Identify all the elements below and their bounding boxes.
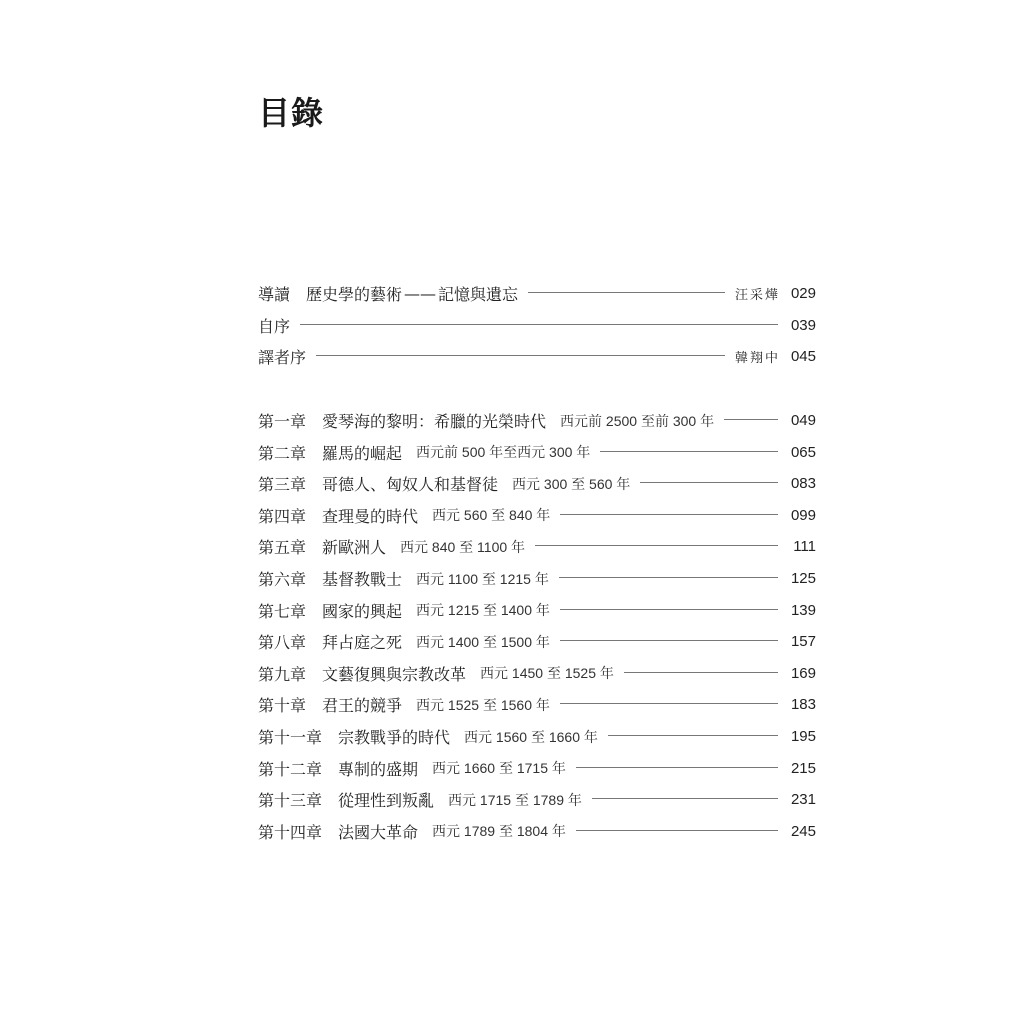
page-number: 049	[790, 412, 816, 430]
chapter-title: 愛琴海的黎明：希臘的光榮時代	[322, 412, 547, 432]
chapter-period: 西元前 500 年至西元 300 年	[416, 444, 591, 461]
page-number: 045	[790, 348, 816, 366]
toc-entry-chapter-8[interactable]	[258, 626, 816, 658]
chapter-title: 羅馬的崛起	[322, 443, 403, 463]
chapter-period: 西元 300 至 560 年	[512, 475, 631, 492]
leader-line	[640, 482, 778, 483]
entry-dash: ——	[404, 284, 437, 304]
page-number: 029	[790, 285, 816, 303]
chapter-number: 第十章	[258, 696, 307, 716]
leader-line	[316, 355, 725, 356]
entry-title: 歷史學的藝術	[306, 285, 403, 305]
toc-entry-chapter-14[interactable]	[258, 816, 816, 848]
chapter-number: 第十三章	[258, 791, 323, 811]
chapter-title: 基督教戰士	[322, 570, 403, 590]
leader-line	[560, 703, 778, 704]
toc-entry-chapter-13[interactable]	[258, 784, 816, 816]
chapter-number: 第八章	[258, 633, 307, 653]
leader-line	[624, 672, 778, 673]
toc-entry-chapter-6[interactable]	[258, 563, 816, 595]
chapter-title: 文藝復興與宗教改革	[322, 664, 467, 684]
leader-line	[576, 830, 778, 831]
leader-line	[560, 640, 778, 641]
page-number: 099	[790, 506, 816, 524]
toc-entry-chapter-2[interactable]	[258, 436, 816, 468]
chapter-number: 第十四章	[258, 822, 323, 842]
leader-line	[535, 545, 778, 546]
leader-line	[559, 577, 778, 578]
page-number: 169	[790, 664, 816, 682]
chapter-period: 西元前 2500 至前 300 年	[560, 412, 715, 429]
toc-entry-preface[interactable]	[258, 310, 816, 342]
chapter-period: 西元 1660 至 1715 年	[432, 760, 566, 777]
entry-label: 導讀	[258, 285, 291, 305]
leader-line	[528, 292, 725, 293]
chapter-number: 第四章	[258, 506, 307, 526]
toc-entry-chapter-11[interactable]	[258, 721, 816, 753]
toc-entry-chapter-10[interactable]	[258, 689, 816, 721]
chapter-title: 哥德人、匈奴人和基督徒	[322, 475, 499, 495]
leader-line	[608, 735, 778, 736]
toc-entry-chapter-1[interactable]	[258, 405, 816, 437]
page-number: 039	[790, 316, 816, 334]
page-number: 065	[790, 443, 816, 461]
page-number: 125	[790, 570, 816, 588]
chapter-number: 第一章	[258, 412, 307, 432]
toc-entry-introduction[interactable]	[258, 278, 816, 310]
page-title: 目錄	[258, 94, 325, 132]
page-number: 195	[790, 728, 816, 746]
chapter-period: 西元 1100 至 1215 年	[416, 570, 549, 587]
chapter-title: 拜占庭之死	[322, 633, 403, 653]
chapter-title: 君王的競爭	[322, 696, 403, 716]
chapter-number: 第二章	[258, 443, 307, 463]
chapter-number: 第三章	[258, 475, 307, 495]
chapter-title: 法國大革命	[338, 822, 419, 842]
chapter-number: 第七章	[258, 601, 307, 621]
chapter-number: 第十一章	[258, 728, 323, 748]
entry-author: 韓翔中	[734, 351, 780, 367]
table-of-contents	[258, 278, 816, 847]
toc-entry-chapter-5[interactable]	[258, 531, 816, 563]
toc-entry-chapter-3[interactable]	[258, 468, 816, 500]
leader-line	[560, 609, 778, 610]
chapter-number: 第九章	[258, 664, 307, 684]
toc-entry-translator-preface[interactable]	[258, 341, 816, 373]
chapter-number: 第十二章	[258, 759, 323, 779]
page-number: 111	[793, 538, 816, 556]
chapter-period: 西元 1525 至 1560 年	[416, 696, 550, 713]
chapter-title: 從理性到叛亂	[338, 791, 435, 811]
page-number: 245	[790, 822, 816, 840]
page-number: 139	[790, 601, 816, 619]
toc-entry-chapter-4[interactable]	[258, 500, 816, 532]
page-number: 183	[790, 696, 816, 714]
chapter-title: 國家的興起	[322, 601, 403, 621]
leader-line	[300, 324, 778, 325]
chapter-title: 查理曼的時代	[322, 506, 419, 526]
leader-line	[592, 798, 778, 799]
leader-line	[724, 419, 778, 420]
chapter-period: 西元 1400 至 1500 年	[416, 633, 550, 650]
entry-subtitle: 記憶與遺忘	[438, 285, 519, 305]
toc-entry-chapter-12[interactable]	[258, 752, 816, 784]
chapter-period: 西元 1715 至 1789 年	[448, 791, 582, 808]
leader-line	[576, 767, 778, 768]
chapter-period: 西元 1560 至 1660 年	[464, 728, 598, 745]
entry-author: 汪采燁	[734, 288, 780, 304]
page-number: 215	[790, 759, 816, 777]
toc-entry-chapter-9[interactable]	[258, 658, 816, 690]
page-number: 157	[790, 633, 816, 651]
chapter-title: 新歐洲人	[322, 538, 387, 558]
leader-line	[600, 451, 778, 452]
page-number: 083	[790, 475, 816, 493]
chapter-title: 專制的盛期	[338, 759, 419, 779]
entry-label: 譯者序	[258, 348, 307, 368]
chapter-title: 宗教戰爭的時代	[338, 728, 451, 748]
chapter-period: 西元 560 至 840 年	[432, 507, 551, 524]
toc-entry-chapter-7[interactable]	[258, 594, 816, 626]
chapter-period: 西元 1450 至 1525 年	[480, 665, 614, 682]
entry-label: 自序	[258, 316, 291, 336]
page-number: 231	[790, 791, 816, 809]
chapter-number: 第五章	[258, 538, 307, 558]
leader-line	[560, 514, 778, 515]
chapter-number: 第六章	[258, 570, 307, 590]
chapter-period: 西元 1789 至 1804 年	[432, 823, 566, 840]
chapter-period: 西元 1215 至 1400 年	[416, 602, 550, 619]
chapter-period: 西元 840 至 1100 年	[400, 538, 526, 555]
